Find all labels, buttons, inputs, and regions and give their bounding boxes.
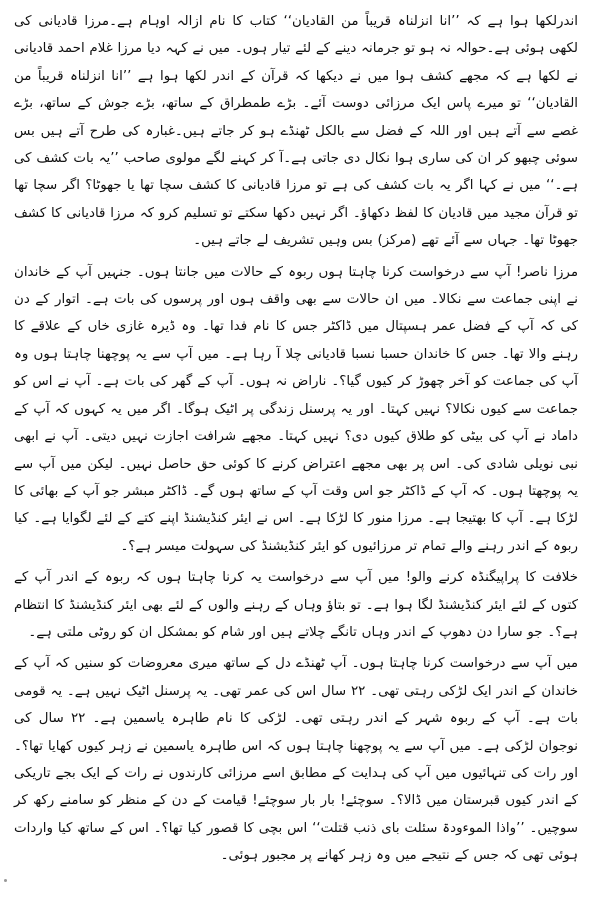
paragraph-1: اندرلکھا ہوا ہے کہ ’’انا انزلناہ قریباً من القادیان‘‘ کتاب کا نام ازالہ اوہام ہے۔مرزا قادیانی کی لکھی ہوئی ہے۔حوالہ نہ ہو تو جرمانہ دینے کے لئے تیار ہوں۔ میں نے کہہ دیا مرزا غلام احمد قادیانی نے لکھا ہے کہ مجھے کشف ہوا میں نے دیکھا کہ قرآن کے اندر لکھا ہوا ہے ’’انا انزلناہ قریباً من القادیان‘‘ تو میرے پاس ایک مرزائی دوست آئے۔ بڑے طمطراق کے ساتھ، بڑے جوش کے ساتھ، بڑے غصے سے آتے ہیں اور اللہ کے فضل سے بالکل ٹھنڈے ہو کر جاتے ہیں۔غبارہ کی طرح آتے ہیں بس سوئی چبھو کر ان کی ساری ہوا نکال دی جاتی ہے۔آ کر کہنے لگے مولوی صاحب ’’یہ بات کشف کی ہے۔‘‘ میں نے کہا اگر یہ بات کشف کی ہے تو مرزا قادیانی کا کشف سچا تھا یا جھوٹا؟ اگر سچا تھا تو قرآن مجید میں قادیان کا لفظ دکھاؤ۔ اگر نہیں دکھا سکتے تو تسلیم کرو کہ مرزا قادیانی کا کشف جھوٹا تھا۔ جہاں سے آئے تھے (مرکز) بس وہیں تشریف لے جاتے ہیں۔ [14,14,578,249]
page-corner-mark [4,879,7,882]
paragraph-4: میں آپ سے درخواست کرنا چاہتا ہوں۔ آپ ٹھنڈے دل کے ساتھ میری معروضات کو سنیں کہ آپ کے خاندان کے اندر ایک لڑکی رہتی تھی۔ ۲۲ سال اس کی عمر تھی۔ یہ پرسنل اٹیک نہیں ہے۔ یہ قومی بات ہے۔ آپ کے ربوہ شہر کے اندر رہتی تھی۔ لڑکی کا نام طاہرہ یاسمین ہے۔ ۲۲ سال کی نوجوان لڑکی ہے۔ میں آپ سے یہ پوچھنا چاہتا ہوں کہ اس طاہرہ یاسمین نے زہر کیوں کھایا تھا؟۔ اور رات کی تنہائیوں میں آپ کی ہدایت کے مطابق اسے مرزائی کارندوں نے رات کے ایک بجے تاریکی کے اندر کیوں قبرستان میں ڈالا؟۔ سوچئے! بار بار سوچئے! قیامت کے دن کے منظر کو سامنے رکھ کر سوچیں۔ ’’واذا الموءودۃ سئلت بای ذنب قتلت‘‘ اس بچی کا قصور کیا تھا؟۔ اس کے ساتھ کیا واردات ہوئی تھی کہ جس کے نتیجے میں وہ زہر کھانے پر مجبور ہوئی۔ [14,656,579,864]
paragraph-3: خلافت کا پراپیگنڈہ کرنے والو! میں آپ سے درخواست یہ کرنا چاہتا ہوں کہ ربوہ کے اندر آپ کے کتوں کے لئے ایئر کنڈیشنڈ لگا ہوا ہے۔ تو بتاؤ وہاں کے رہنے والوں کے لئے بھی ایئر کنڈیشنڈ کا انتظام ہے؟۔ جو سارا دن دھوپ کے اندر وہاں تانگے چلاتے ہیں اور شام کو بمشکل ان کو روٹی ملتی ہے۔ [14,570,578,640]
paragraph-2: مرزا ناصر! آپ سے درخواست کرنا چاہتا ہوں ربوہ کے حالات میں جانتا ہوں۔ جنہیں آپ کے خاندان نے اپنی جماعت سے نکالا۔ میں ان حالات سے بھی واقف ہوں اور پرسوں کی بات ہے۔ اتوار کے دن کی کہ آپ کے فضل عمر ہسپتال میں ڈاکٹر جس کا نام فدا تھا۔ وہ ڈیرہ غازی خاں کے علاقے کا رہنے والا تھا۔ جس کا خاندان حسبا نسبا قادیانی چلا آ رہا ہے۔ میں آپ سے یہ پوچھنا چاہتا ہوں وہ آپ کی جماعت کو آخر چھوڑ کر کیوں گیا؟۔ ناراض نہ ہوں۔ آپ کے گھر کی بات ہے۔ آپ نے اس کو جماعت سے کیوں نکالا؟ نہیں کہتا۔ اور یہ پرسنل زندگی پر اٹیک ہوگا۔ اگر میں یہ کہوں کہ آپ کے داماد نے آپ کی بیٹی کو طلاق کیوں دی؟ نہیں کہتا۔ مجھے شرافت اجازت نہیں دیتی۔ آپ نے ابھی نبی نویلی شادی کی۔ اس پر بھی مجھے اعتراض کرنے کا کوئی حق حاصل نہیں۔ لیکن میں آپ سے یہ پوچھتا ہوں۔ کہ آپ کے ڈاکٹر جو اس وقت آپ کے ساتھ ہوں گے۔ ڈاکٹر مبشر جو آپ کے بھائی کا لڑکا ہے۔ آپ کا بھتیجا ہے۔ مرزا منور کا لڑکا ہے۔ اس نے ایئر کنڈیشنڈ اپنے کتے کے لئے لگوایا ہے۔ کیا ربوہ کے اندر رہنے والے تمام تر مرزائیوں کو ایئر کنڈیشنڈ کی سہولت میسر ہے؟۔ [14,264,578,554]
